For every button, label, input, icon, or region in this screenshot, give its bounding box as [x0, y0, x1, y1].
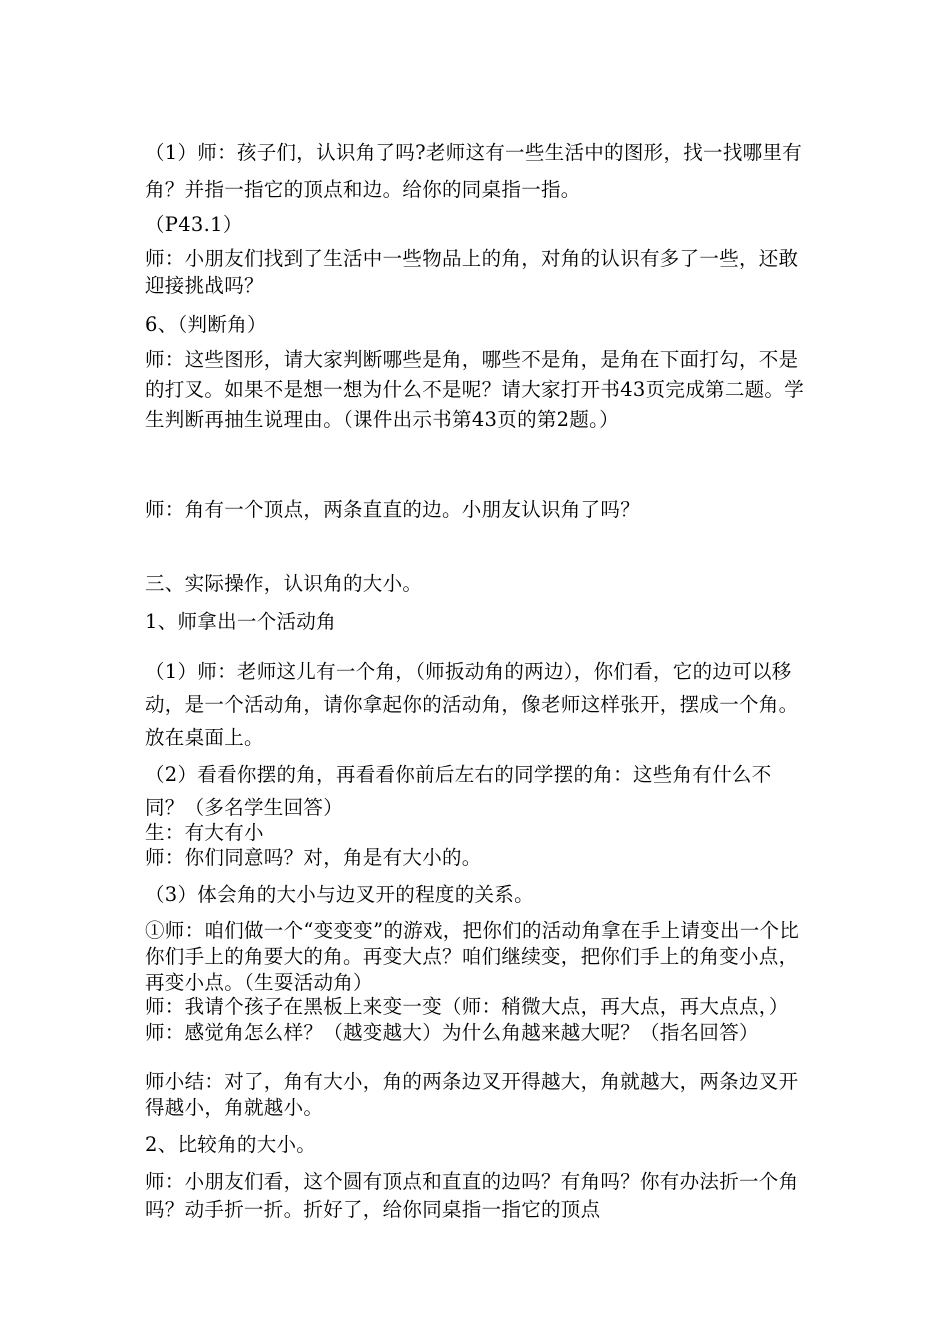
paragraph-fold-circle: 师：小朋友们看，这个圆有顶点和直直的边吗？有角吗？你有办法折一个角吗？动手折一折。折好了，给你同桌指一指它的顶点	[145, 1170, 799, 1221]
section-heading-angle-size: 三、实际操作，认识角的大小。	[145, 572, 423, 595]
paragraph-teacher-intro: （1）师：孩子们，认识角了吗?老师这有一些生活中的图形，找一找哪里有角？并指一指它的顶点和边。给你的同桌指一指。	[145, 141, 803, 201]
section-heading-compare-size: 2、比较角的大小。	[145, 1133, 317, 1156]
paragraph-judge-instructions: 师：这些图形，请大家判断哪些是角，哪些不是角，是角在下面打勾，不是的打叉。如果不是想一想为什么不是呢？请大家打开书43页完成第二题。学生判断再抽生说理由。（课件出示书第43页的第2题。）	[145, 348, 805, 431]
paragraph-student-answer: 生：有大有小	[145, 821, 264, 844]
paragraph-summary: 师小结：对了，角有大小，角的两条边叉开得越大，角就越大，两条边叉开得越小，角就越小。	[145, 1070, 799, 1119]
paragraph-movable-angle: （1）师：老师这儿有一个角，（师扳动角的两边），你们看，它的边可以移动，是一个活动角，请你拿起你的活动角，像老师这样张开，摆成一个角。放在桌面上。	[145, 660, 799, 749]
section-heading-judge-angle: 6、（判断角）	[145, 313, 267, 336]
paragraph-challenge: 师：小朋友们找到了生活中一些物品上的角，对角的认识有多了一些，还敢迎接挑战吗？	[145, 247, 799, 297]
paragraph-blackboard: 师：我请个孩子在黑板上来变一变（师：稍微大点，再大点，再大点点，）师：感觉角怎么样？（越变越大）为什么角越来越大呢？（指名回答）	[145, 995, 789, 1044]
paragraph-angle-definition: 师：角有一个顶点，两条直直的边。小朋友认识角了吗？	[145, 498, 641, 521]
paragraph-size-relation: （3）体会角的大小与边叉开的程度的关系。	[145, 883, 534, 906]
paragraph-teacher-confirm: 师：你们同意吗？对，角是有大小的。	[145, 846, 482, 869]
paragraph-compare-angles: （2）看看你摆的角，再看看你前后左右的同学摆的角：这些角有什么不同？（多名学生回答）	[145, 763, 772, 819]
paragraph-game: ①师：咱们做一个“变变变”的游戏，把你们的活动角拿在手上请变出一个比你们手上的角要大的角。再变大点？咱们继续变，把你们手上的角变小点，再变小点。（生耍活动角）	[145, 919, 800, 994]
paragraph-reference: （P43.1）	[145, 213, 243, 236]
section-heading-movable-angle: 1、师拿出一个活动角	[145, 610, 336, 633]
